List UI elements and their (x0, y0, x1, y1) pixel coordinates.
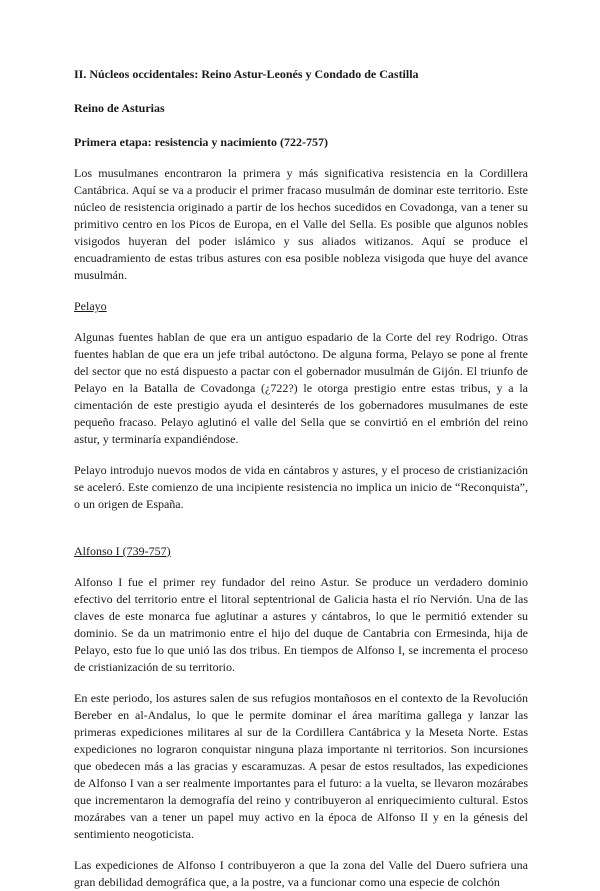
main-heading: II. Núcleos occidentales: Reino Astur-Leonés y Condado de Castilla (74, 67, 419, 81)
section-heading: Reino de Asturias (74, 101, 165, 115)
document-page (74, 66, 528, 891)
alfonso-paragraph-3: Las expediciones de Alfonso I contribuyeron a que la zona del Valle del Duero sufriera una gran debilidad demográfica que, a la postre, va a funcionar como una especie de colchón (74, 858, 528, 889)
pelayo-paragraph-2: Pelayo introdujo nuevos modos de vida en cántabros y astures, y el proceso de cristianización se aceleró. Este comienzo de una incipiente resistencia no implica un inicio de “Reconquista”, o un origen de España. (74, 463, 528, 511)
intro-paragraph: Los musulmanes encontraron la primera y más significativa resistencia en la Cordillera Cantábrica. Aquí se va a producir el primer fracaso musulmán de dominar este territorio. Este núcleo de resistencia originado a partir de los hechos sucedidos en Covadonga, van a tener su primitivo centro en los Picos de Europa, en el Valle del Sella. Es posible que algunos nobles visigodos huyeran del poder islámico y sus aliados witizanos. Aquí se produce el encuadramiento de estas tribus astures con esa posible nobleza visigoda que huye del avance musulmán. (74, 166, 528, 282)
pelayo-heading: Pelayo (74, 299, 107, 313)
alfonso-heading: Alfonso I (739-757) (74, 544, 171, 558)
pelayo-paragraph-1: Algunas fuentes hablan de que era un antiguo espadario de la Corte del rey Rodrigo. Otras fuentes hablan de que era un jefe tribal autóctono. De alguna forma, Pelayo se pone al frente del sector que no está dispuesto a pactar con el gobernador musulmán de Gijón. El triunfo de Pelayo en la Batalla de Covadonga (¿722?) le otorga prestigio entre estas tribus, y a la cimentación de este prestigio ayuda el desinterés de los gobernadores musulmanes de este pequeño fracaso. Pelayo aglutinó el valle del Sella que se convirtió en el embrión del reino astur, y terminaría expandiéndose. (74, 330, 528, 446)
stage-heading: Primera etapa: resistencia y nacimiento (722-757) (74, 135, 329, 149)
alfonso-paragraph-2: En este periodo, los astures salen de sus refugios montañosos en el contexto de la Revolución Bereber en al-Andalus, lo que le permite dominar el área marítima gallega y lanzar las primeras expediciones militares al sur de la Cordillera Cantábrica y la Meseta Norte. Estas expediciones no lograron conquistar ninguna plaza importante ni territorios. Son incursiones que obedecen más a las gracias y escaramuzas. A pesar de estos resultados, las expediciones de Alfonso I van a ser realmente importantes para el futuro: a la vuelta, se llevaron mozárabes que incrementaron la demografía del reino y contribuyeron al enriquecimiento cultural. Estos mozárabes van a tener un papel muy activo en la época de Alfonso II y en la génesis del sentimiento neogoticista. (74, 691, 528, 841)
alfonso-paragraph-1: Alfonso I fue el primer rey fundador del reino Astur. Se produce un verdadero dominio efectivo del territorio entre el litoral septentrional de Galicia hasta el río Nervión. Una de las claves de este monarca fue aglutinar a astures y cántabros, lo que le permitió extender su dominio. Se da un matrimonio entre el hijo del duque de Cantabria con Ermesinda, hija de Pelayo, esto fue lo que unió las dos tribus. En tiempos de Alfonso I, se incrementa el proceso de cristianización de su territorio. (74, 575, 528, 674)
